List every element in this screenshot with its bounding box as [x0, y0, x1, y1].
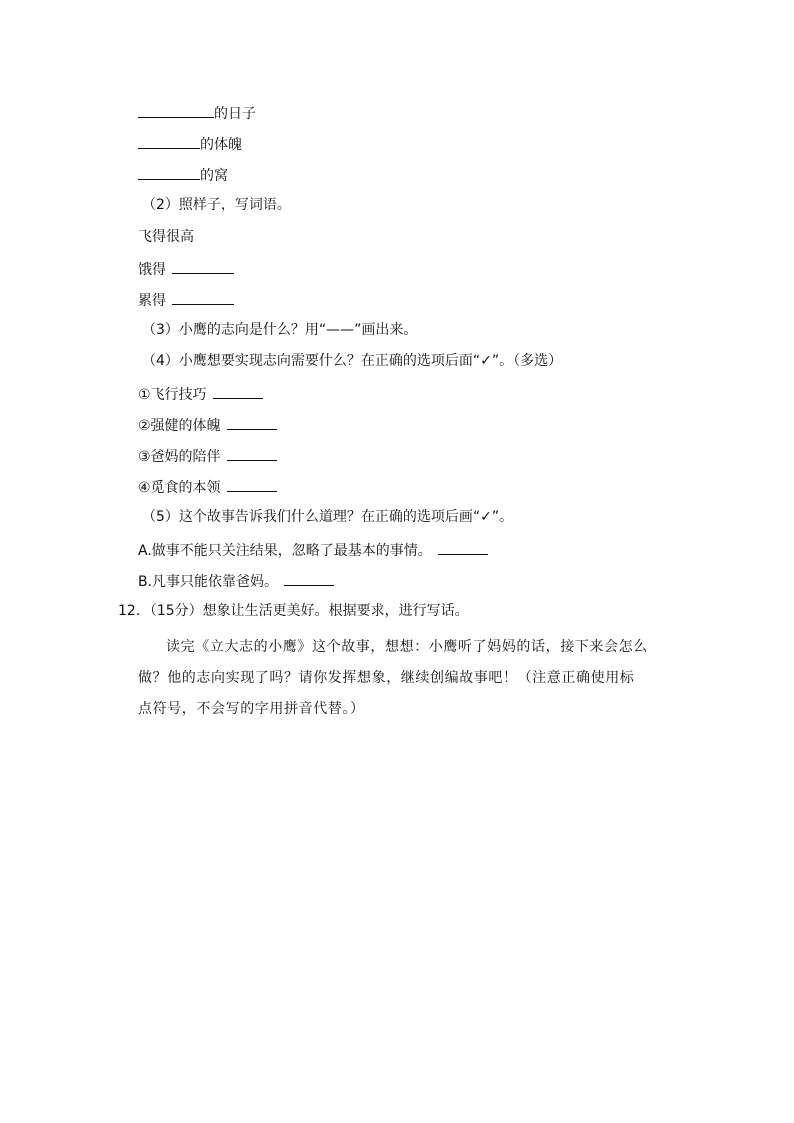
q5-prompt: （5）这个故事告诉我们什么道理？在正确的选项后画“✓”。: [142, 509, 514, 525]
fill-line-1: [138, 102, 256, 122]
q5-option-b: [138, 570, 334, 590]
q2-example: 飞得很高: [138, 229, 194, 245]
answer-blank[interactable]: [227, 476, 277, 492]
q2-prompt: （2）照样子，写词语。: [142, 197, 291, 213]
fill-line-3: [138, 164, 228, 184]
answer-blank[interactable]: [172, 258, 234, 274]
answer-blank[interactable]: [138, 102, 214, 118]
fill-suffix: 的体魄: [200, 137, 242, 153]
answer-blank[interactable]: [138, 164, 200, 180]
answer-blank[interactable]: [227, 414, 277, 430]
q4-option-4: [138, 476, 277, 496]
fill-suffix: 的日子: [214, 106, 256, 122]
answer-blank[interactable]: [227, 445, 277, 461]
answer-blank[interactable]: [438, 539, 488, 555]
q5-option-label: B.凡事只能依靠爸妈。: [138, 574, 279, 590]
q4-option-label: ③爸妈的陪伴: [138, 449, 221, 465]
fill-line-2: [138, 133, 242, 153]
q3-prompt: （3）小鹰的志向是什么？用“——”画出来。: [142, 322, 418, 338]
q4-option-1: [138, 383, 263, 403]
q2-item-label: 累得: [138, 293, 166, 309]
answer-blank[interactable]: [284, 570, 334, 586]
answer-blank[interactable]: [172, 289, 234, 305]
q4-option-3: [138, 445, 277, 465]
q5-option-a: [138, 539, 488, 559]
q2-item-1: [138, 258, 234, 278]
q5-option-label: A.做事不能只关注结果，忽略了最基本的事情。: [138, 543, 432, 559]
q4-option-label: ①飞行技巧: [138, 387, 207, 403]
q4-option-label: ④觅食的本领: [138, 480, 221, 496]
fill-suffix: 的窝: [200, 168, 228, 184]
q12-body: 读完《立大志的小鹰》这个故事，想想：小鹰听了妈妈的话，接下来会怎么做？他的志向实现了吗？请你发挥想象，继续创编故事吧！（注意正确使用标点符号，不会写的字用拼音代替。）: [138, 639, 648, 717]
q4-option-label: ②强健的体魄: [138, 418, 221, 434]
q2-item-label: 饿得: [138, 262, 166, 278]
answer-blank[interactable]: [213, 383, 263, 399]
q12-header: 12．（15分）想象让生活更美好。根据要求，进行写话。: [118, 603, 469, 619]
q4-prompt: （4）小鹰想要实现志向需要什么？在正确的选项后面“✓”。（多选）: [142, 353, 563, 369]
q2-item-2: [138, 289, 234, 309]
q4-option-2: [138, 414, 277, 434]
answer-blank[interactable]: [138, 133, 200, 149]
